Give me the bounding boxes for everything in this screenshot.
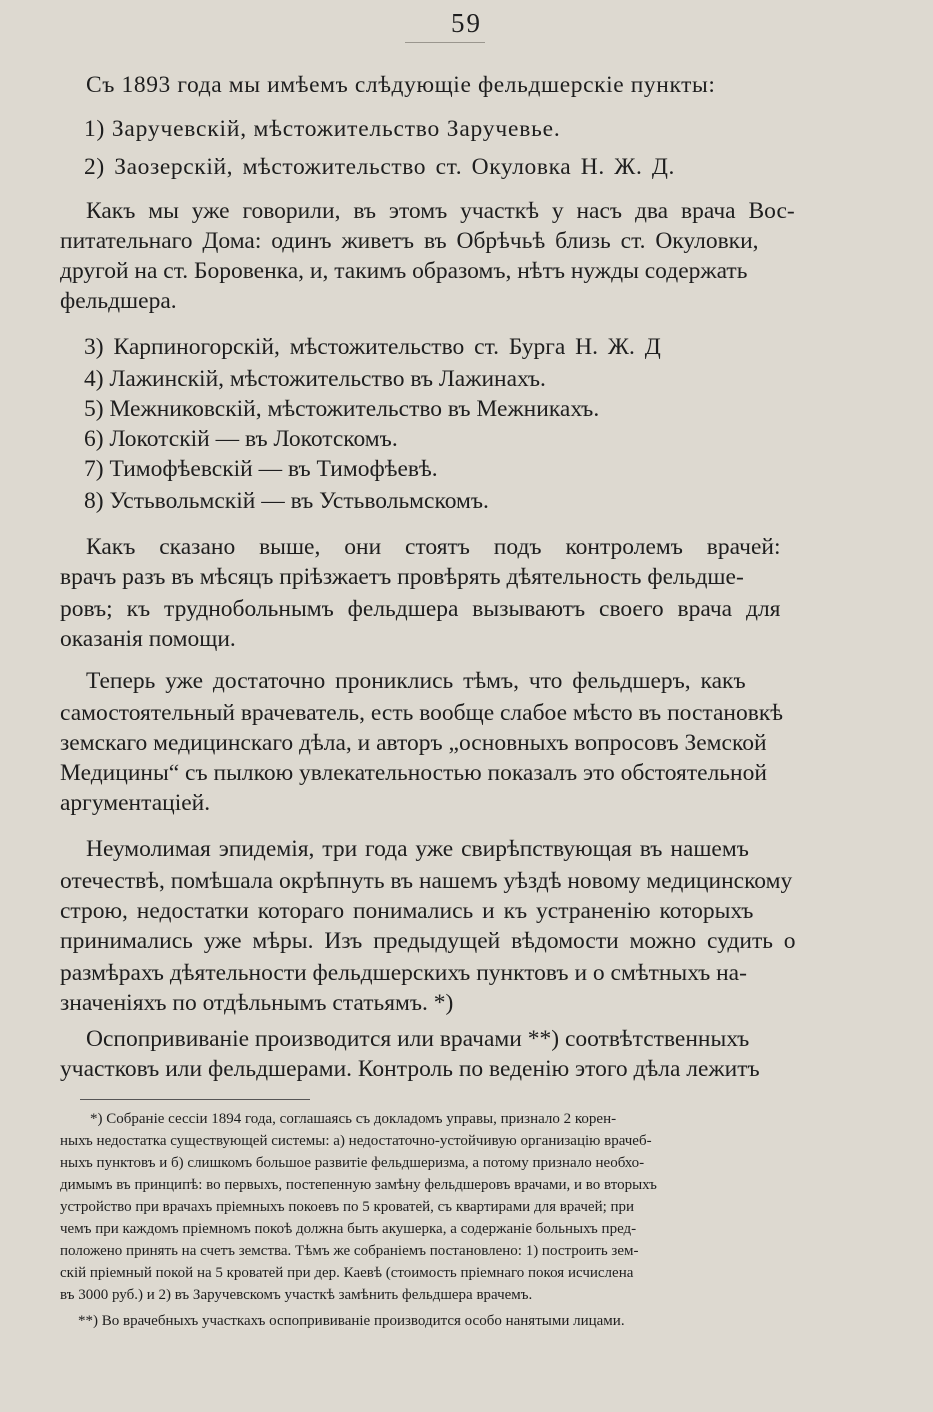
text-line: 4) Лажинскій, мѣстожительство въ Лажинахъ. — [84, 366, 546, 392]
page-number: 59 — [451, 8, 482, 38]
text-line: аргументаціей. — [60, 790, 211, 816]
text-line: Какъ мы уже говорили, въ этомъ участкѣ у насъ два врача Вос- — [86, 198, 795, 224]
text-line: оказанія помощи. — [60, 626, 236, 652]
text-line: строю, недостатки котораго понимались и къ устраненію которыхъ — [60, 898, 754, 924]
footnote-separator — [80, 1099, 310, 1100]
footnote-line: въ 3000 руб.) и 2) въ Заручевскомъ участкѣ замѣнить фельдшера врачемъ. — [60, 1287, 533, 1303]
text-line: фельдшера. — [60, 288, 177, 314]
text-line: другой на ст. Боровенка, и, такимъ образомъ, нѣтъ нужды содержать — [60, 258, 748, 284]
footnote-line: чемъ при каждомъ пріемномъ покоѣ должна быть акушерка, а содержаніе больныхъ пред- — [60, 1221, 637, 1237]
footnote-line: ныхъ пунктовъ и б) слишкомъ большое развитіе фельдшеризма, а потому признало необхо- — [60, 1155, 645, 1171]
text-line: принимались уже мѣры. Изъ предыдущей вѣдомости можно судить о — [60, 928, 796, 954]
footnote-line: положено принять на счетъ земства. Тѣмъ же собраніемъ постановлено: 1) построить зем- — [60, 1243, 639, 1259]
footnote-line: димымъ въ принципѣ: во первыхъ, постепенную замѣну фельдшеровъ врачами, и во вторыхъ — [60, 1177, 657, 1193]
text-line: Неумолимая эпидемія, три года уже свирѣпствующая въ нашемъ — [86, 836, 749, 862]
text-line: размѣрахъ дѣятельности фельдшерскихъ пунктовъ и о смѣтныхъ на- — [60, 960, 747, 986]
text-line: земскаго медицинскаго дѣла, и авторъ „основныхъ вопросовъ Земской — [60, 730, 767, 756]
text-line: 8) Устьвольмскій — въ Устьвольмскомъ. — [84, 488, 489, 514]
text-line: 1) Заручевскій, мѣстожительство Заручевье. — [84, 116, 561, 142]
text-line: питательнаго Дома: одинъ живетъ въ Обрѣчьѣ близь ст. Окуловки, — [60, 228, 759, 254]
text-line: ровъ; къ труднобольнымъ фельдшера вызываютъ своего врача для — [60, 596, 781, 622]
text-line: Медицины“ съ пылкою увлекательностью показалъ это обстоятельной — [60, 760, 767, 786]
text-line: Съ 1893 года мы имѣемъ слѣдующіе фельдшерскіе пункты: — [86, 72, 716, 98]
footnote-line: скій пріемный покой на 5 кроватей при дер. Каевѣ (стоимость пріемнаго покоя исчислена — [60, 1265, 634, 1281]
footnote-line: ныхъ недостатка существующей системы: а) недостаточно-устойчивую организацію врачеб- — [60, 1133, 652, 1149]
text-line: Какъ сказано выше, они стоятъ подъ контролемъ врачей: — [86, 534, 781, 560]
text-line: значеніяхъ по отдѣльнымъ статьямъ. *) — [60, 990, 454, 1016]
text-line: врачъ разъ въ мѣсяцъ пріѣзжаетъ провѣрять дѣятельность фельдше- — [60, 564, 744, 590]
text-line: отечествѣ, помѣшала окрѣпнуть въ нашемъ уѣздѣ новому медицинскому — [60, 868, 793, 894]
text-line: самостоятельный врачеватель, есть вообще слабое мѣсто въ постановкѣ — [60, 700, 784, 726]
header-rule — [405, 42, 485, 43]
text-line: Оспопрививаніе производится или врачами **) соотвѣтственныхъ — [86, 1026, 750, 1052]
text-line: 6) Локотскій — въ Локотскомъ. — [84, 426, 398, 452]
footnote-line: *) Собраніе сессіи 1894 года, соглашаясь съ докладомъ управы, признало 2 корен- — [90, 1111, 617, 1127]
text-line: участковъ или фельдшерами. Контроль по веденію этого дѣла лежитъ — [60, 1056, 760, 1082]
text-line: Теперь уже достаточно прониклись тѣмъ, что фельдшеръ, какъ — [86, 668, 746, 694]
text-line: 3) Карпиногорскій, мѣстожительство ст. Бурга Н. Ж. Д — [84, 334, 661, 360]
text-line: 5) Межниковскій, мѣстожительство въ Межникахъ. — [84, 396, 600, 422]
text-line: 7) Тимофѣевскій — въ Тимофѣевѣ. — [84, 456, 438, 482]
text-line: 2) Заозерскій, мѣстожительство ст. Окуловка Н. Ж. Д. — [84, 154, 676, 180]
footnote-line: **) Во врачебныхъ участкахъ оспопрививаніе производится особо нанятыми лицами. — [78, 1313, 625, 1329]
footnote-line: устройство при врачахъ пріемныхъ покоевъ по 5 кроватей, съ квартирами для врачей; при — [60, 1199, 635, 1215]
